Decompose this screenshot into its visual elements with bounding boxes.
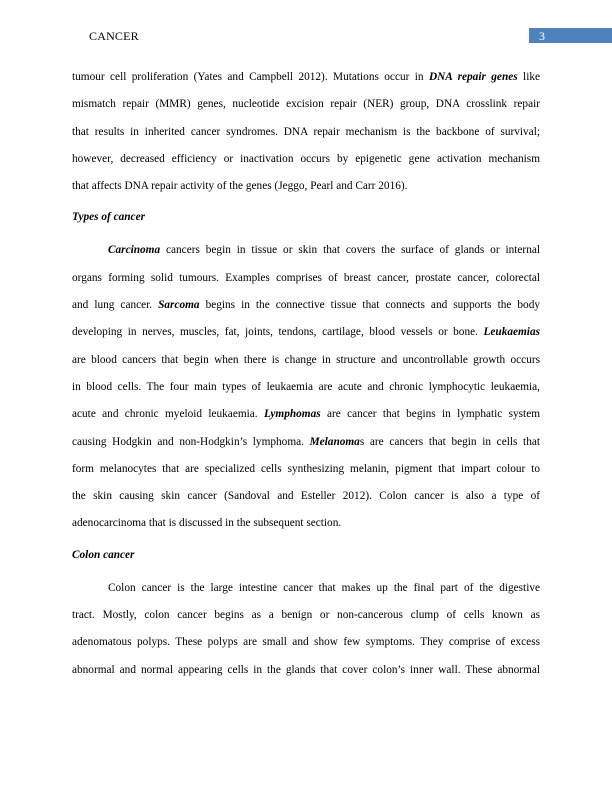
text-line: Carcinoma cancers begin in tissue or skin that covers the surface of glands or internal xyxy=(108,244,540,257)
text-line: the skin causing skin cancer (Sandoval and Esteller 2012). Colon cancer is also a type of xyxy=(72,490,540,503)
text-line: adenomatous polyps. These polyps are small and show few symptoms. They comprise of excess xyxy=(72,636,540,649)
text-line: form melanocytes that are specialized cells synthesizing melanin, pigment that impart colour to xyxy=(72,462,540,475)
section-heading-types-of-cancer: Types of cancer xyxy=(72,211,145,224)
text-line: tract. Mostly, colon cancer begins as a benign or non-cancerous clump of cells known as xyxy=(72,609,540,622)
section-heading-colon-cancer: Colon cancer xyxy=(72,548,135,561)
text-line: that affects DNA repair activity of the genes (Jeggo, Pearl and Carr 2016). xyxy=(72,180,408,193)
text-line: are blood cancers that begin when there is change in structure and uncontrollable growth occurs xyxy=(72,353,540,366)
paragraph-dna-repair xyxy=(72,68,540,204)
term-melanoma: Melanoma xyxy=(309,435,360,448)
paragraph-colon xyxy=(72,579,540,688)
paragraph-types xyxy=(72,241,540,541)
document-body xyxy=(72,68,540,688)
text-line: in blood cells. The four main types of leukaemia are acute and chronic lymphocytic leukaemia, xyxy=(72,380,540,393)
text-line: developing in nerves, muscles, fat, joints, tendons, cartilage, blood vessels or bone. Leukaemias xyxy=(72,326,540,339)
text-line: tumour cell proliferation (Yates and Campbell 2012). Mutations occur in DNA repair genes like xyxy=(72,71,540,83)
text-line: Colon cancer is the large intestine cancer that makes up the final part of the digestive xyxy=(108,581,540,594)
term-leukaemias: Leukaemias xyxy=(483,326,540,339)
term-sarcoma: Sarcoma xyxy=(158,299,200,312)
text-line: mismatch repair (MMR) genes, nucleotide excision repair (NER) group, DNA crosslink repair xyxy=(72,98,540,111)
text-line: adenocarcinoma that is discussed in the subsequent section. xyxy=(72,517,342,530)
text-line: abnormal and normal appearing cells in the glands that cover colon’s inner wall. These abnormal xyxy=(72,663,540,676)
text-line: acute and chronic myeloid leukaemia. Lymphomas are cancer that begins in lymphatic system xyxy=(72,408,540,421)
text-line: however, decreased efficiency or inactivation occurs by epigenetic gene activation mechanism xyxy=(72,152,540,165)
page-number: 3 xyxy=(539,29,545,43)
text-line: organs forming solid tumours. Examples comprises of breast cancer, prostate cancer, colorectal xyxy=(72,271,540,284)
text-line: that results in inherited cancer syndromes. DNA repair mechanism is the backbone of survival; xyxy=(72,125,540,138)
term-lymphomas: Lymphomas xyxy=(263,408,321,421)
text-line: and lung cancer. Sarcoma begins in the connective tissue that connects and supports the body xyxy=(72,299,540,312)
running-header-title: CANCER xyxy=(89,29,139,43)
page-number-box xyxy=(529,28,612,43)
term-carcinoma: Carcinoma xyxy=(108,244,161,257)
term-dna-repair-genes: DNA repair genes xyxy=(428,71,518,83)
text-line: causing Hodgkin and non-Hodgkin’s lymphoma. Melanomas are cancers that begin in cells that xyxy=(72,435,540,448)
